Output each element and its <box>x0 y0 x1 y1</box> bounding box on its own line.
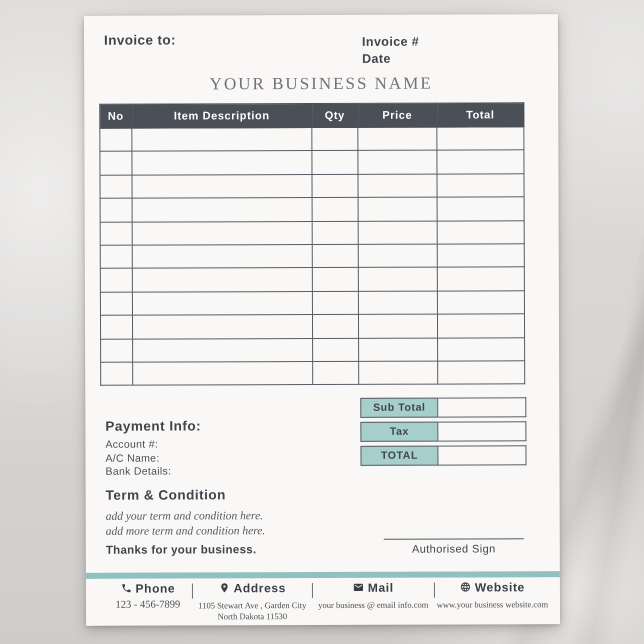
item-row <box>100 220 524 245</box>
invoice-number-label: Invoice # <box>362 34 420 49</box>
subtotal-row <box>360 397 526 418</box>
item-cell <box>358 314 437 338</box>
terms-line: add more term and condition here. <box>105 525 266 538</box>
item-cell <box>358 150 437 174</box>
thanks-message: Thanks for your business. <box>105 544 257 557</box>
terms-section <box>106 487 266 540</box>
item-cell <box>437 127 524 151</box>
item-cell <box>101 339 133 363</box>
item-row <box>100 174 524 199</box>
item-cell <box>132 198 312 222</box>
footer-address-line2: North Dakota 11530 <box>217 610 288 621</box>
summary-block <box>360 397 526 470</box>
item-cell <box>132 128 312 152</box>
items-table-header-row <box>100 103 524 128</box>
col-header-qty: Qty <box>312 103 358 127</box>
item-row <box>100 244 524 269</box>
item-row <box>100 267 524 292</box>
item-cell <box>100 222 132 246</box>
footer-address-label: Address <box>193 581 312 595</box>
item-cell <box>132 174 312 198</box>
subtotal-label: Sub Total <box>360 398 438 418</box>
item-row <box>100 197 524 222</box>
item-cell <box>438 361 525 385</box>
item-cell <box>437 291 524 315</box>
subtotal-value <box>438 397 526 417</box>
footer-phone-block <box>104 581 192 621</box>
item-cell <box>312 244 358 268</box>
item-cell <box>358 221 437 245</box>
col-header-total: Total <box>437 103 524 127</box>
item-cell <box>359 361 438 385</box>
total-row <box>360 445 526 466</box>
item-cell <box>100 269 132 293</box>
item-cell <box>100 292 132 316</box>
item-cell <box>100 245 132 269</box>
item-cell <box>358 174 437 198</box>
item-cell <box>100 152 132 176</box>
item-cell <box>132 315 312 339</box>
item-row <box>100 150 524 175</box>
footer-address-line1: 1105 Stewart Ave , Garden City <box>198 600 307 611</box>
footer-mail-block <box>313 581 434 621</box>
item-cell <box>359 338 438 362</box>
item-row <box>100 314 524 339</box>
item-row <box>100 291 524 316</box>
terms-title: Term & Condition <box>105 487 226 503</box>
location-pin-icon <box>219 581 234 595</box>
item-cell <box>312 127 358 151</box>
footer-phone-number: 123 - 456-7899 <box>115 599 181 611</box>
item-cell <box>312 174 358 198</box>
item-cell <box>312 198 358 222</box>
payment-info-section <box>105 418 201 479</box>
col-header-item-description: Item Description <box>132 104 312 129</box>
footer-website-block <box>435 580 550 620</box>
item-cell <box>358 127 437 151</box>
footer-contact-strip <box>86 580 560 622</box>
business-name: YOUR BUSINESS NAME <box>209 73 433 94</box>
account-name-label: A/C Name: <box>105 452 160 465</box>
item-cell <box>132 268 312 292</box>
terms-line: add your term and condition here. <box>105 510 264 523</box>
item-row <box>100 127 524 152</box>
item-cell <box>437 314 524 338</box>
phone-icon <box>120 582 135 596</box>
item-cell <box>132 151 312 175</box>
invoice-letterhead <box>84 14 560 626</box>
item-cell <box>132 221 312 245</box>
total-label: TOTAL <box>360 446 438 466</box>
bank-details-label: Bank Details: <box>105 465 172 478</box>
item-cell <box>313 338 359 362</box>
item-cell <box>100 315 132 339</box>
footer-phone-label: Phone <box>104 581 192 595</box>
footer-website-url: www.your business website.com <box>436 599 549 610</box>
invoice-to-label: Invoice to: <box>103 32 176 48</box>
item-cell <box>437 174 524 198</box>
item-row <box>101 361 525 386</box>
item-cell <box>312 221 358 245</box>
signature-label: Authorised Sign <box>411 543 496 556</box>
item-cell <box>437 197 524 221</box>
item-cell <box>132 244 312 268</box>
col-header-no: No <box>100 104 132 128</box>
tax-row <box>360 421 526 442</box>
item-cell <box>438 337 525 361</box>
item-cell <box>100 198 132 222</box>
item-cell <box>312 291 358 315</box>
footer-mail-label: Mail <box>313 581 434 595</box>
account-number-label: Account #: <box>105 438 159 451</box>
item-cell <box>437 267 524 291</box>
item-cell <box>312 268 358 292</box>
total-value <box>438 445 526 465</box>
payment-info-title: Payment Info: <box>105 418 202 434</box>
item-cell <box>358 197 437 221</box>
item-cell <box>132 291 312 315</box>
item-cell <box>101 362 133 386</box>
item-cell <box>358 244 437 268</box>
item-cell <box>133 361 313 385</box>
item-row <box>101 337 525 362</box>
footer-address-block <box>193 581 312 621</box>
tax-value <box>438 421 526 441</box>
signature-line <box>384 524 524 539</box>
items-table <box>99 102 525 386</box>
item-cell <box>133 338 313 362</box>
item-cell <box>100 128 132 152</box>
tax-label: Tax <box>360 422 438 442</box>
mail-icon <box>353 581 368 595</box>
signature-area <box>384 524 524 555</box>
item-cell <box>437 244 524 268</box>
footer-website-label: Website <box>435 580 550 594</box>
item-cell <box>312 314 358 338</box>
item-cell <box>358 267 437 291</box>
col-header-price: Price <box>358 103 437 127</box>
item-cell <box>100 175 132 199</box>
date-label: Date <box>362 51 391 66</box>
footer-mail-address: your business @ email info.com <box>318 599 429 611</box>
item-cell <box>437 220 524 244</box>
footer-accent-bar <box>86 571 560 579</box>
item-cell <box>437 150 524 174</box>
globe-icon <box>460 580 475 594</box>
invoice-meta <box>362 34 419 68</box>
item-cell <box>313 361 359 385</box>
item-cell <box>312 151 358 175</box>
item-cell <box>358 291 437 315</box>
